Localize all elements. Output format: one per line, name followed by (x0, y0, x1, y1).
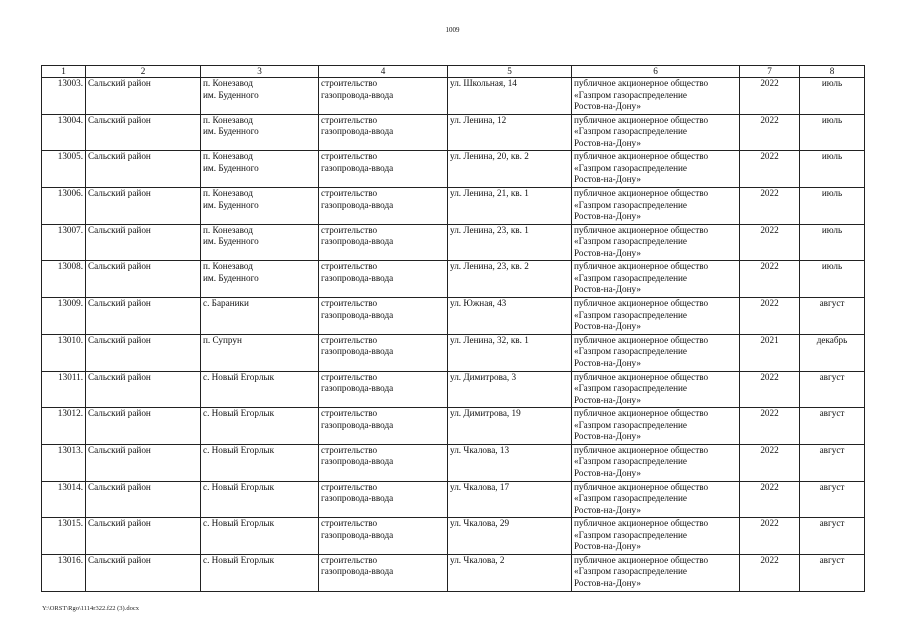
cell-year: 2022 (740, 518, 800, 555)
cell-work-type: строительство газопровода-ввода (319, 334, 448, 371)
cell-organization: публичное акционерное общество «Газпром газораспределение Ростов-на-Дону» (572, 114, 740, 151)
cell-record-number: 13003. (42, 78, 86, 115)
cell-organization: публичное акционерное общество «Газпром газораспределение Ростов-на-Дону» (572, 408, 740, 445)
table-body (42, 78, 865, 592)
cell-organization: публичное акционерное общество «Газпром газораспределение Ростов-на-Дону» (572, 371, 740, 408)
cell-settlement: с. Новый Егорлык (201, 408, 319, 445)
cell-organization: публичное акционерное общество «Газпром газораспределение Ростов-на-Дону» (572, 334, 740, 371)
cell-record-number: 13008. (42, 261, 86, 298)
cell-organization: публичное акционерное общество «Газпром газораспределение Ростов-на-Дону» (572, 444, 740, 481)
cell-organization: публичное акционерное общество «Газпром газораспределение Ростов-на-Дону» (572, 78, 740, 115)
cell-organization: публичное акционерное общество «Газпром газораспределение Ростов-на-Дону» (572, 554, 740, 591)
cell-work-type: строительство газопровода-ввода (319, 261, 448, 298)
cell-district: Сальский район (86, 298, 201, 335)
cell-settlement: с. Новый Егорлык (201, 371, 319, 408)
cell-work-type: строительство газопровода-ввода (319, 554, 448, 591)
cell-district: Сальский район (86, 554, 201, 591)
cell-record-number: 13011. (42, 371, 86, 408)
cell-month: июль (800, 114, 865, 151)
cell-month: август (800, 554, 865, 591)
cell-address: ул. Чкалова, 13 (448, 444, 572, 481)
header-row (42, 66, 865, 78)
cell-month: август (800, 408, 865, 445)
column-header-organization: 6 (572, 66, 740, 78)
table-row (42, 114, 865, 151)
cell-district: Сальский район (86, 371, 201, 408)
table-row (42, 298, 865, 335)
registry-table (41, 65, 865, 592)
cell-organization: публичное акционерное общество «Газпром газораспределение Ростов-на-Дону» (572, 518, 740, 555)
cell-settlement: с. Новый Егорлык (201, 481, 319, 518)
cell-year: 2022 (740, 481, 800, 518)
cell-address: ул. Школьная, 14 (448, 78, 572, 115)
cell-settlement: п. Конезавод им. Буденного (201, 224, 319, 261)
cell-month: август (800, 371, 865, 408)
cell-year: 2022 (740, 554, 800, 591)
cell-month: июль (800, 188, 865, 225)
cell-address: ул. Ленина, 20, кв. 2 (448, 151, 572, 188)
cell-month: август (800, 444, 865, 481)
cell-settlement: п. Супрун (201, 334, 319, 371)
column-header-work: 4 (319, 66, 448, 78)
cell-work-type: строительство газопровода-ввода (319, 298, 448, 335)
cell-year: 2022 (740, 224, 800, 261)
column-header-year: 7 (740, 66, 800, 78)
cell-settlement: с. Новый Егорлык (201, 518, 319, 555)
table-row (42, 481, 865, 518)
cell-district: Сальский район (86, 224, 201, 261)
cell-district: Сальский район (86, 188, 201, 225)
cell-address: ул. Ленина, 21, кв. 1 (448, 188, 572, 225)
cell-organization: публичное акционерное общество «Газпром газораспределение Ростов-на-Дону» (572, 261, 740, 298)
cell-year: 2021 (740, 334, 800, 371)
cell-work-type: строительство газопровода-ввода (319, 408, 448, 445)
cell-district: Сальский район (86, 408, 201, 445)
cell-address: ул. Ленина, 12 (448, 114, 572, 151)
table-row (42, 554, 865, 591)
table-row (42, 188, 865, 225)
cell-settlement: п. Конезавод им. Буденного (201, 78, 319, 115)
cell-work-type: строительство газопровода-ввода (319, 114, 448, 151)
cell-district: Сальский район (86, 444, 201, 481)
table-row (42, 151, 865, 188)
cell-district: Сальский район (86, 151, 201, 188)
cell-organization: публичное акционерное общество «Газпром газораспределение Ростов-на-Дону» (572, 151, 740, 188)
cell-address: ул. Ленина, 23, кв. 2 (448, 261, 572, 298)
cell-settlement: п. Конезавод им. Буденного (201, 114, 319, 151)
cell-record-number: 13014. (42, 481, 86, 518)
cell-record-number: 13015. (42, 518, 86, 555)
cell-year: 2022 (740, 151, 800, 188)
cell-year: 2022 (740, 78, 800, 115)
cell-work-type: строительство газопровода-ввода (319, 78, 448, 115)
table-row (42, 518, 865, 555)
cell-address: ул. Чкалова, 2 (448, 554, 572, 591)
cell-year: 2022 (740, 444, 800, 481)
table-row (42, 334, 865, 371)
cell-district: Сальский район (86, 261, 201, 298)
cell-address: ул. Чкалова, 29 (448, 518, 572, 555)
cell-record-number: 13009. (42, 298, 86, 335)
table-header (42, 66, 865, 78)
cell-organization: публичное акционерное общество «Газпром газораспределение Ростов-на-Дону» (572, 188, 740, 225)
column-header-district: 2 (86, 66, 201, 78)
table-row (42, 78, 865, 115)
cell-month: декабрь (800, 334, 865, 371)
table-row (42, 371, 865, 408)
cell-district: Сальский район (86, 78, 201, 115)
cell-district: Сальский район (86, 481, 201, 518)
table-row (42, 261, 865, 298)
cell-work-type: строительство газопровода-ввода (319, 444, 448, 481)
cell-year: 2022 (740, 114, 800, 151)
cell-work-type: строительство газопровода-ввода (319, 224, 448, 261)
cell-record-number: 13006. (42, 188, 86, 225)
cell-settlement: с. Новый Егорлык (201, 554, 319, 591)
cell-year: 2022 (740, 298, 800, 335)
cell-month: август (800, 298, 865, 335)
cell-settlement: п. Конезавод им. Буденного (201, 188, 319, 225)
cell-address: ул. Димитрова, 19 (448, 408, 572, 445)
cell-settlement: с. Бараники (201, 298, 319, 335)
cell-address: ул. Южная, 43 (448, 298, 572, 335)
cell-settlement: п. Конезавод им. Буденного (201, 151, 319, 188)
cell-district: Сальский район (86, 334, 201, 371)
cell-address: ул. Ленина, 32, кв. 1 (448, 334, 572, 371)
cell-address: ул. Димитрова, 3 (448, 371, 572, 408)
cell-address: ул. Чкалова, 17 (448, 481, 572, 518)
cell-month: июль (800, 224, 865, 261)
cell-year: 2022 (740, 188, 800, 225)
cell-work-type: строительство газопровода-ввода (319, 151, 448, 188)
cell-year: 2022 (740, 261, 800, 298)
table-row (42, 444, 865, 481)
cell-work-type: строительство газопровода-ввода (319, 481, 448, 518)
cell-record-number: 13010. (42, 334, 86, 371)
table-row (42, 408, 865, 445)
cell-record-number: 13016. (42, 554, 86, 591)
cell-year: 2022 (740, 408, 800, 445)
cell-record-number: 13013. (42, 444, 86, 481)
cell-organization: публичное акционерное общество «Газпром газораспределение Ростов-на-Дону» (572, 224, 740, 261)
cell-work-type: строительство газопровода-ввода (319, 518, 448, 555)
page-number: 1009 (445, 26, 460, 34)
column-header-month: 8 (800, 66, 865, 78)
cell-settlement: с. Новый Егорлык (201, 444, 319, 481)
cell-district: Сальский район (86, 114, 201, 151)
cell-record-number: 13005. (42, 151, 86, 188)
cell-settlement: п. Конезавод им. Буденного (201, 261, 319, 298)
table-row (42, 224, 865, 261)
column-header-number: 1 (42, 66, 86, 78)
cell-organization: публичное акционерное общество «Газпром газораспределение Ростов-на-Дону» (572, 481, 740, 518)
cell-record-number: 13012. (42, 408, 86, 445)
cell-month: август (800, 481, 865, 518)
cell-address: ул. Ленина, 23, кв. 1 (448, 224, 572, 261)
cell-month: июль (800, 261, 865, 298)
cell-record-number: 13007. (42, 224, 86, 261)
cell-district: Сальский район (86, 518, 201, 555)
document-file-path: Y:\ORST\Rgo\1114r322.f22 (3).docx (42, 605, 139, 612)
column-header-settlement: 3 (201, 66, 319, 78)
cell-month: июль (800, 151, 865, 188)
cell-month: август (800, 518, 865, 555)
cell-work-type: строительство газопровода-ввода (319, 188, 448, 225)
cell-year: 2022 (740, 371, 800, 408)
cell-work-type: строительство газопровода-ввода (319, 371, 448, 408)
cell-record-number: 13004. (42, 114, 86, 151)
cell-month: июль (800, 78, 865, 115)
column-header-address: 5 (448, 66, 572, 78)
cell-organization: публичное акционерное общество «Газпром газораспределение Ростов-на-Дону» (572, 298, 740, 335)
